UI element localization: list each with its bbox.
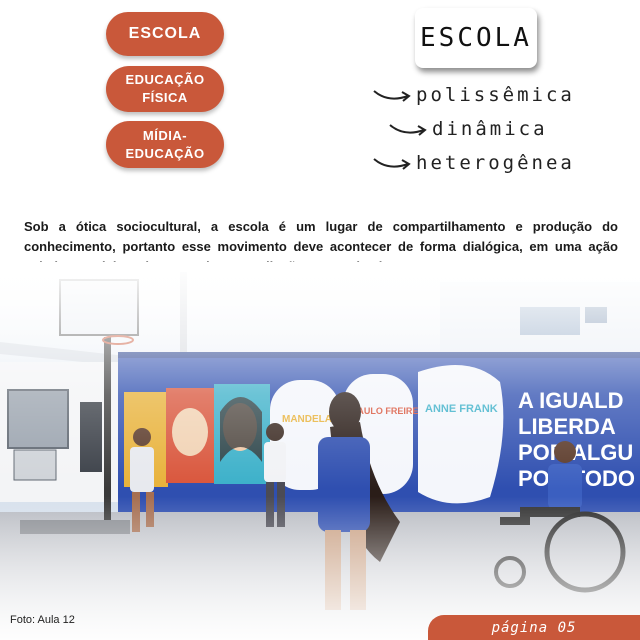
adjective-row-polissemica	[372, 84, 575, 106]
adjective-dinamica: dinâmica	[432, 118, 548, 140]
curved-arrow-icon	[372, 153, 412, 173]
adjective-polissemica: polissêmica	[416, 84, 575, 106]
educacao-fisica-pill	[106, 66, 224, 112]
escola-card	[415, 8, 537, 68]
midia-educacao-line2: EDUCAÇÃO	[125, 145, 205, 161]
educacao-fisica-line2: FÍSICA	[142, 90, 188, 105]
escola-pill-label: ESCOLA	[128, 25, 202, 42]
curved-arrow-icon	[372, 85, 412, 105]
escola-card-title: ESCOLA	[420, 23, 532, 53]
page-number-tab	[428, 615, 640, 640]
adjective-row-heterogenea	[372, 152, 575, 174]
adjective-heterogenea: heterogênea	[416, 152, 575, 174]
adjective-row-dinamica	[388, 118, 548, 140]
body-paragraph: Sob a ótica sociocultural, a escola é um lugar de compartilhamento e produção do conhecimento, portanto esse movimento deve acontecer de forma dialógica, em uma ação	[24, 219, 618, 254]
photo-caption: Foto: Aula 12	[10, 614, 75, 626]
school-mural-photo	[0, 262, 640, 640]
educacao-fisica-line1: EDUCAÇÃO	[125, 72, 205, 87]
curved-arrow-icon	[388, 119, 428, 139]
escola-pill	[106, 12, 224, 56]
midia-educacao-pill	[106, 121, 224, 168]
midia-educacao-line1: MÍDIA-	[142, 127, 188, 143]
page-number: página 05	[491, 619, 577, 636]
